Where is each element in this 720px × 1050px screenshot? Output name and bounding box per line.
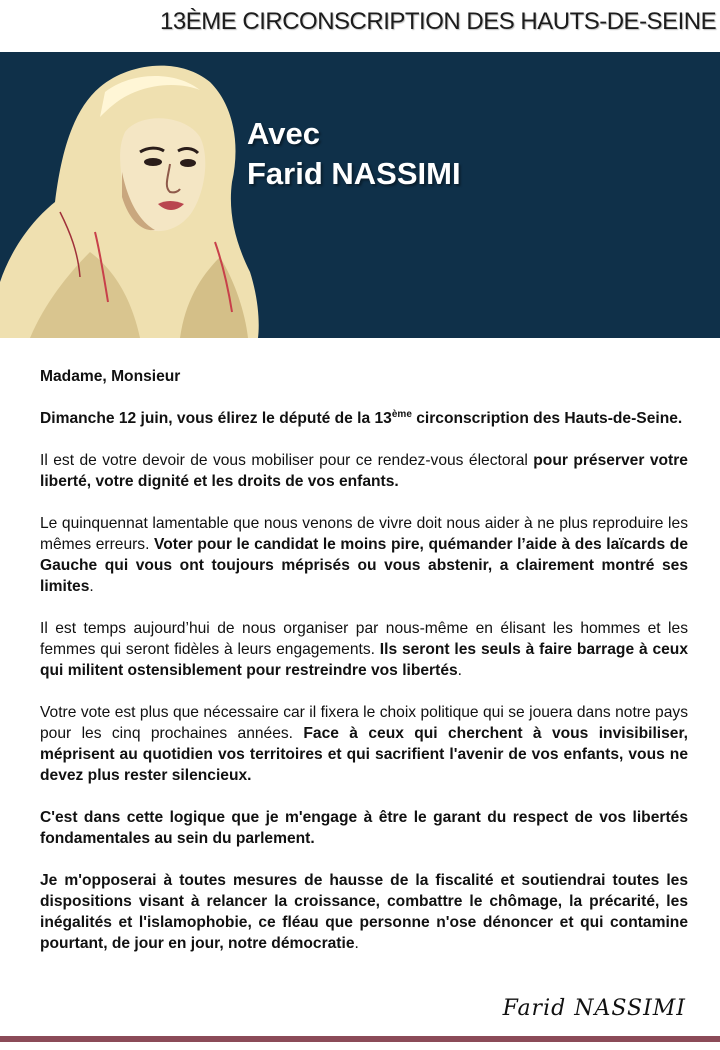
banner-line-1: Avec xyxy=(247,116,320,151)
p3-text-b: Voter pour le candidat le moins pire, quémander l’aide à des laïcards de Gauche qui vous ont toujours méprisés ou vous abstenir, a clairement montré ses limites xyxy=(40,536,688,595)
banner-heading xyxy=(247,114,461,194)
paragraph-4 xyxy=(40,618,688,681)
paragraph-2 xyxy=(40,450,688,492)
p2-text-b: pour préserver votre liberté, votre dignité et les droits de vos enfants. xyxy=(40,452,688,490)
p6-text: C'est dans cette logique que je m'engage à être le garant du respect de vos libertés fondamentales au sein du parlement. xyxy=(40,809,688,847)
paragraph-6 xyxy=(40,807,688,849)
salutation xyxy=(40,366,688,387)
p7-text-a: Je m'opposerai à toutes mesures de hausse de la fiscalité et soutiendrai toutes les dispositions visant à relancer la croissance, combattre le chômage, la précarité, les inégalités et l'islamophobie, ce fléau que personne n'ose dénoncer et qui contamine pourtant, de jour en jour, notre démocratie xyxy=(40,872,688,952)
paragraph-3 xyxy=(40,513,688,597)
p5-text-a: Votre vote est plus que nécessaire car il fixera le choix politique qui se jouera dans notre pays pour les cinq prochaines années. xyxy=(40,704,688,742)
paragraph-1 xyxy=(40,408,688,429)
p2-text-a: Il est de votre devoir de vous mobiliser pour ce rendez-vous électoral xyxy=(40,452,534,469)
p1-text-b: circonscription des Hauts-de-Seine. xyxy=(411,410,683,427)
p7-text-b: . xyxy=(354,935,359,952)
paragraph-5 xyxy=(40,702,688,786)
p4-text-b: Ils seront les seuls à faire barrage à ceux qui militent ostensiblement pour restreindre vos libertés xyxy=(40,641,688,679)
salutation-text: Madame, Monsieur xyxy=(40,368,181,385)
p4-text-a: Il est temps aujourd’hui de nous organiser par nous-même en élisant les hommes et les femmes qui seront fidèles à leurs engagements. xyxy=(40,620,688,658)
signature: Farid NASSIMI xyxy=(502,996,686,1021)
p5-text-b: Face à ceux qui cherchent à vous invisibiliser, méprisent au quotidien vos territoires et qui sacrifient l'avenir de vos enfants, vous ne devez plus rester silencieux. xyxy=(40,725,688,784)
p4-text-c: . xyxy=(457,662,463,679)
p1-text-a: Dimanche 12 juin, vous élirez le député de la 13 xyxy=(40,410,392,427)
bottom-divider xyxy=(0,1036,720,1042)
p3-text-c: . xyxy=(89,578,94,595)
paragraph-7 xyxy=(40,870,688,954)
hero-banner xyxy=(0,52,720,338)
banner-line-2: Farid NASSIMI xyxy=(247,156,461,191)
p1-superscript: ème xyxy=(391,408,412,420)
portrait-illustration xyxy=(0,52,260,338)
p3-text-a: Le quinquennat lamentable que nous venons de vivre doit nous aider à ne plus reproduire les mêmes erreurs. xyxy=(40,515,688,553)
header-title: 13ÈME CIRCONSCRIPTION DES HAUTS-DE-SEINE xyxy=(160,8,717,35)
letter-body xyxy=(40,366,688,975)
